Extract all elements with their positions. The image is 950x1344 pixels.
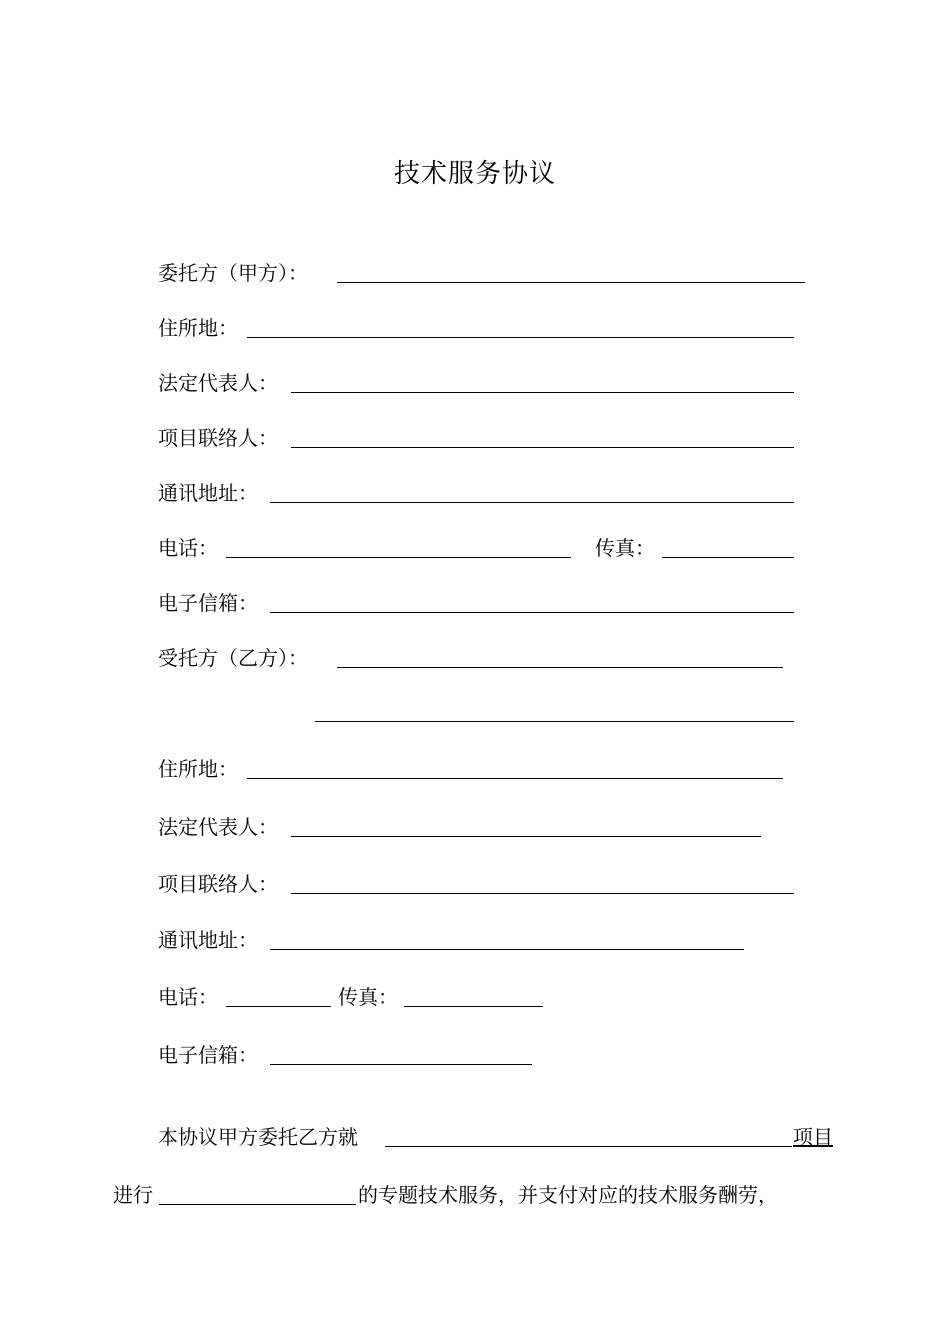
body-para1-end: 项目	[793, 1125, 833, 1149]
party-b-email-label: 电子信箱：	[158, 1043, 258, 1067]
service-topic-field[interactable]	[159, 1204, 356, 1205]
party-a-legal-rep-field[interactable]	[291, 392, 794, 393]
party-b-phone-label: 电话：	[158, 985, 218, 1009]
party-a-contact-field[interactable]	[291, 447, 794, 448]
body-para2-start: 进行	[113, 1183, 153, 1207]
party-a-client-field[interactable]	[337, 282, 805, 283]
party-b-mailing-label: 通讯地址：	[158, 928, 258, 952]
party-a-fax-label: 传真：	[595, 536, 655, 560]
party-a-mailing-label: 通讯地址：	[158, 481, 258, 505]
body-para1-start: 本协议甲方委托乙方就	[158, 1125, 358, 1149]
party-b-contact-label: 项目联络人：	[158, 872, 278, 896]
party-a-legal-rep-label: 法定代表人：	[158, 371, 278, 395]
party-b-email-field[interactable]	[270, 1064, 532, 1065]
party-b-trustee-label: 受托方（乙方）：	[158, 646, 308, 670]
party-b-mailing-field[interactable]	[270, 949, 744, 950]
party-b-address-field[interactable]	[247, 778, 783, 779]
party-b-fax-label: 传真：	[338, 985, 398, 1009]
party-a-fax-field[interactable]	[662, 557, 794, 558]
party-b-contact-field[interactable]	[291, 893, 794, 894]
body-para2-end: 的专题技术服务，并支付对应的技术服务酬劳，	[358, 1183, 778, 1207]
document-title: 技术服务协议	[393, 159, 556, 189]
party-a-client-label: 委托方（甲方）：	[158, 261, 308, 285]
party-a-phone-label: 电话：	[158, 536, 218, 560]
party-b-trustee-field[interactable]	[337, 667, 783, 668]
party-a-contact-label: 项目联络人：	[158, 426, 278, 450]
party-b-trustee-field-line-2[interactable]	[315, 721, 794, 722]
party-b-legal-rep-label: 法定代表人：	[158, 815, 278, 839]
party-b-legal-rep-field[interactable]	[291, 836, 761, 837]
project-name-field[interactable]	[385, 1146, 792, 1147]
party-a-phone-field[interactable]	[226, 557, 571, 558]
party-a-address-label: 住所地：	[158, 316, 238, 340]
party-b-address-label: 住所地：	[158, 757, 238, 781]
party-a-mailing-field[interactable]	[270, 502, 794, 503]
party-b-fax-field[interactable]	[404, 1006, 543, 1007]
party-a-email-label: 电子信箱：	[158, 591, 258, 615]
party-a-address-field[interactable]	[247, 337, 794, 338]
party-b-phone-field[interactable]	[226, 1006, 331, 1007]
party-a-email-field[interactable]	[270, 612, 794, 613]
